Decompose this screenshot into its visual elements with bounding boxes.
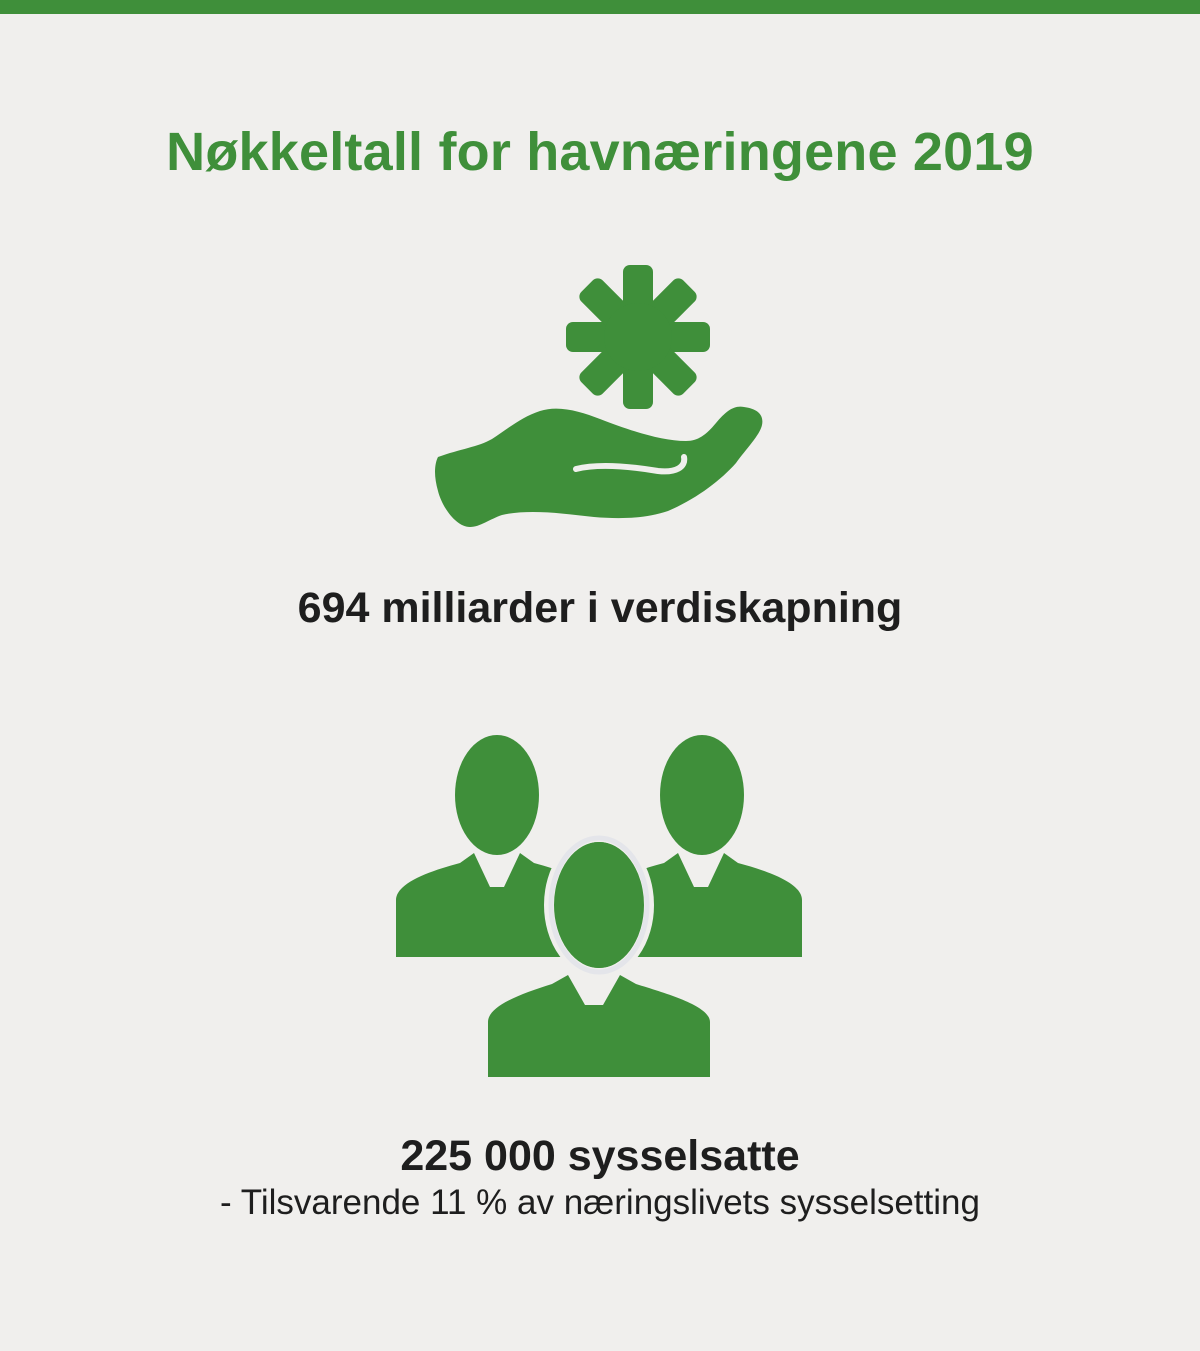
top-accent-bar bbox=[0, 0, 1200, 14]
stat-value-creation: 694 milliarder i verdiskapning bbox=[297, 584, 903, 632]
stat-employment-subtext: - Tilsvarende 11 % av næringslivets sysselsetting bbox=[220, 1183, 980, 1222]
page-title: Nøkkeltall for havnæringene 2019 bbox=[166, 122, 1034, 182]
stat-employment: 225 000 sysselsatte bbox=[400, 1132, 800, 1180]
people-group-icon bbox=[390, 735, 810, 1080]
hand-with-asterisk-icon bbox=[430, 245, 770, 530]
